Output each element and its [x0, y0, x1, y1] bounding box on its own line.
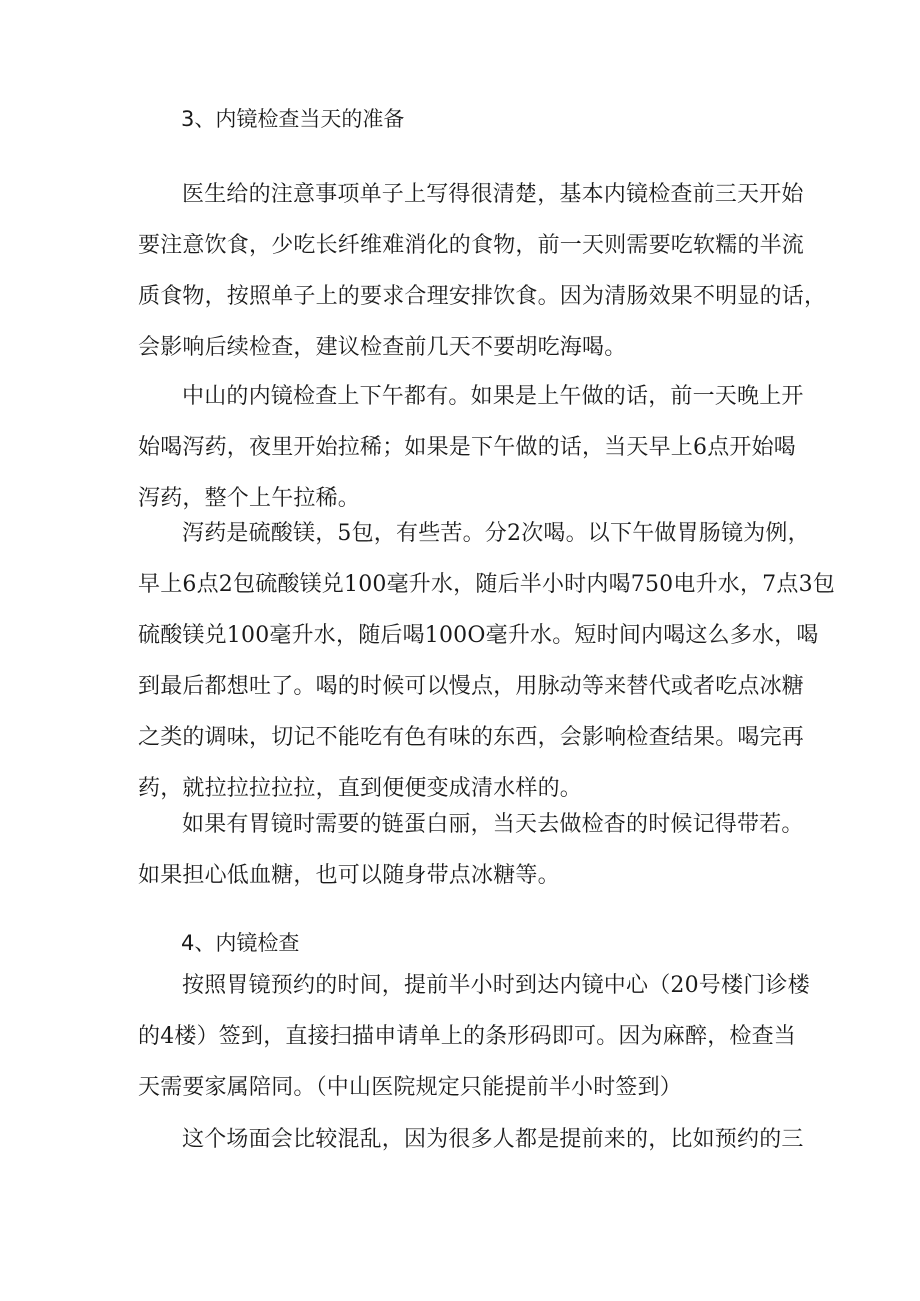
- text-line: 医生给的注意事项单子上写得很清楚，基本内镜检查前三天开始: [182, 182, 804, 207]
- text-line: 质食物，按照单子上的要求合理安排饮食。因为清肠效果不明显的话，: [138, 284, 827, 309]
- text-line: 泻药，整个上午拉稀。: [138, 486, 361, 511]
- text-line: 如果有胃镜时需要的链蛋白丽，当天去做检杳的时候记得带若。: [182, 812, 804, 837]
- text-line: 按照胃镜预约的时间，提前半小时到达内镜中心（20号楼门诊楼: [182, 973, 810, 998]
- paragraph-bring-items: [138, 799, 804, 901]
- text-line: 早上6点2包硫酸镁兑100毫升水，随后半小时内喝750电升水，7点3包: [138, 572, 835, 597]
- text-line: 硫酸镁兑100毫升水，随后喝100O毫升水。短时间内喝这么多水，喝: [138, 623, 819, 648]
- text-line: 泻药是硫酸镁，5包，有些苦。分2次喝。以下午做胃肠镜为例，: [182, 521, 810, 546]
- paragraph-diet-preparation: [138, 169, 827, 373]
- text-line: 天需要家属陪同。（中山医院规定只能提前半小时签到）: [138, 1075, 683, 1100]
- text-line: 要注意饮食，少吃长纤维难消化的食物，前一天则需要吃软糯的半流: [138, 233, 805, 258]
- text-line: 的4楼）签到，直接扫描申请单上的条形码即可。因为麻醉，检查当: [138, 1024, 796, 1049]
- section-heading-4: 4、内镜检查: [181, 931, 300, 955]
- text-line: 中山的内镜检查上下午都有。如果是上午做的话，前一天晚上开: [182, 384, 804, 409]
- paragraph-check-in: [138, 960, 810, 1113]
- text-line: 会影响后续检查，建议检查前几天不要胡吃海喝。: [138, 335, 627, 360]
- paragraph-laxative-timing: [138, 371, 804, 524]
- paragraph-waiting-scene: [138, 1114, 804, 1165]
- text-line: 这个场面会比较混乱，因为很多人都是提前来的，比如预约的三: [182, 1127, 804, 1152]
- text-line: 到最后都想吐了。喝的时候可以慢点，用脉动等来替代或者吃点冰糖: [138, 674, 805, 699]
- text-line: 药，就拉拉拉拉拉，直到便便变成清水样的。: [138, 776, 583, 801]
- paragraph-laxative-dosage: [138, 508, 835, 814]
- text-line: 之类的调味，切记不能吃有色有味的东西，会影响检查结果。喝完再: [138, 725, 805, 750]
- text-line: 始喝泻药，夜里开始拉稀；如果是下午做的话，当天早上6点开始喝: [138, 435, 796, 460]
- text-line: 如果担心低血糖，也可以随身带点冰糖等。: [138, 863, 560, 888]
- section-heading-3: 3、内镜检查当天的准备: [181, 107, 405, 131]
